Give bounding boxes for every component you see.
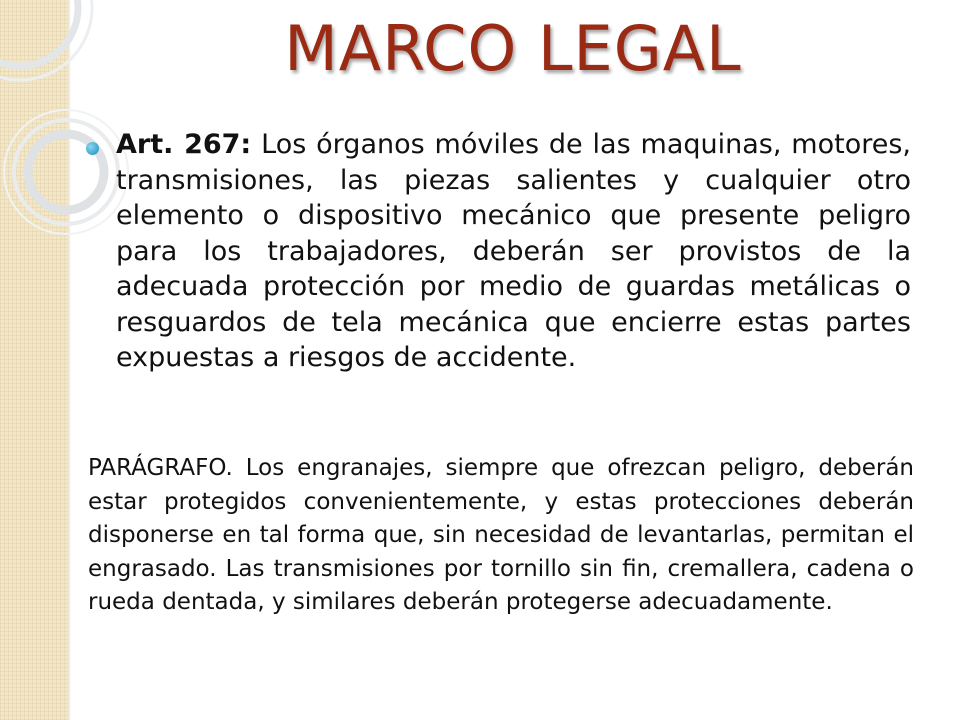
article-text — [116, 127, 911, 376]
paragrafo-text: PARÁGRAFO. Los engranajes, siempre que ofrezcan peligro, deberán estar protegidos convenientemente, y estas protecciones deberán disponerse en tal forma que, sin necesidad de levantarlas, permitan el engrasado. Las transmisiones por tornillo sin fin, cremallera, cadena o rueda dentada, y similares deberán protegerse adecuadamente. — [88, 455, 914, 615]
article-number: Art. 267: — [116, 129, 252, 160]
bullet-icon — [86, 142, 99, 155]
slide-title: MARCO LEGAL — [284, 12, 742, 85]
article-bullet — [86, 127, 911, 376]
article-body: Los órganos móviles de las maquinas, motores, transmisiones, las piezas salientes y cualquier otro elemento o dispositivo mecánico que presente peligro para los trabajadores, deberán ser provistos de la adecuada protección por medio de guardas metálicas o resguardos de tela mecánica que encierre estas partes expuestas a riesgos de accidente. — [116, 129, 912, 373]
